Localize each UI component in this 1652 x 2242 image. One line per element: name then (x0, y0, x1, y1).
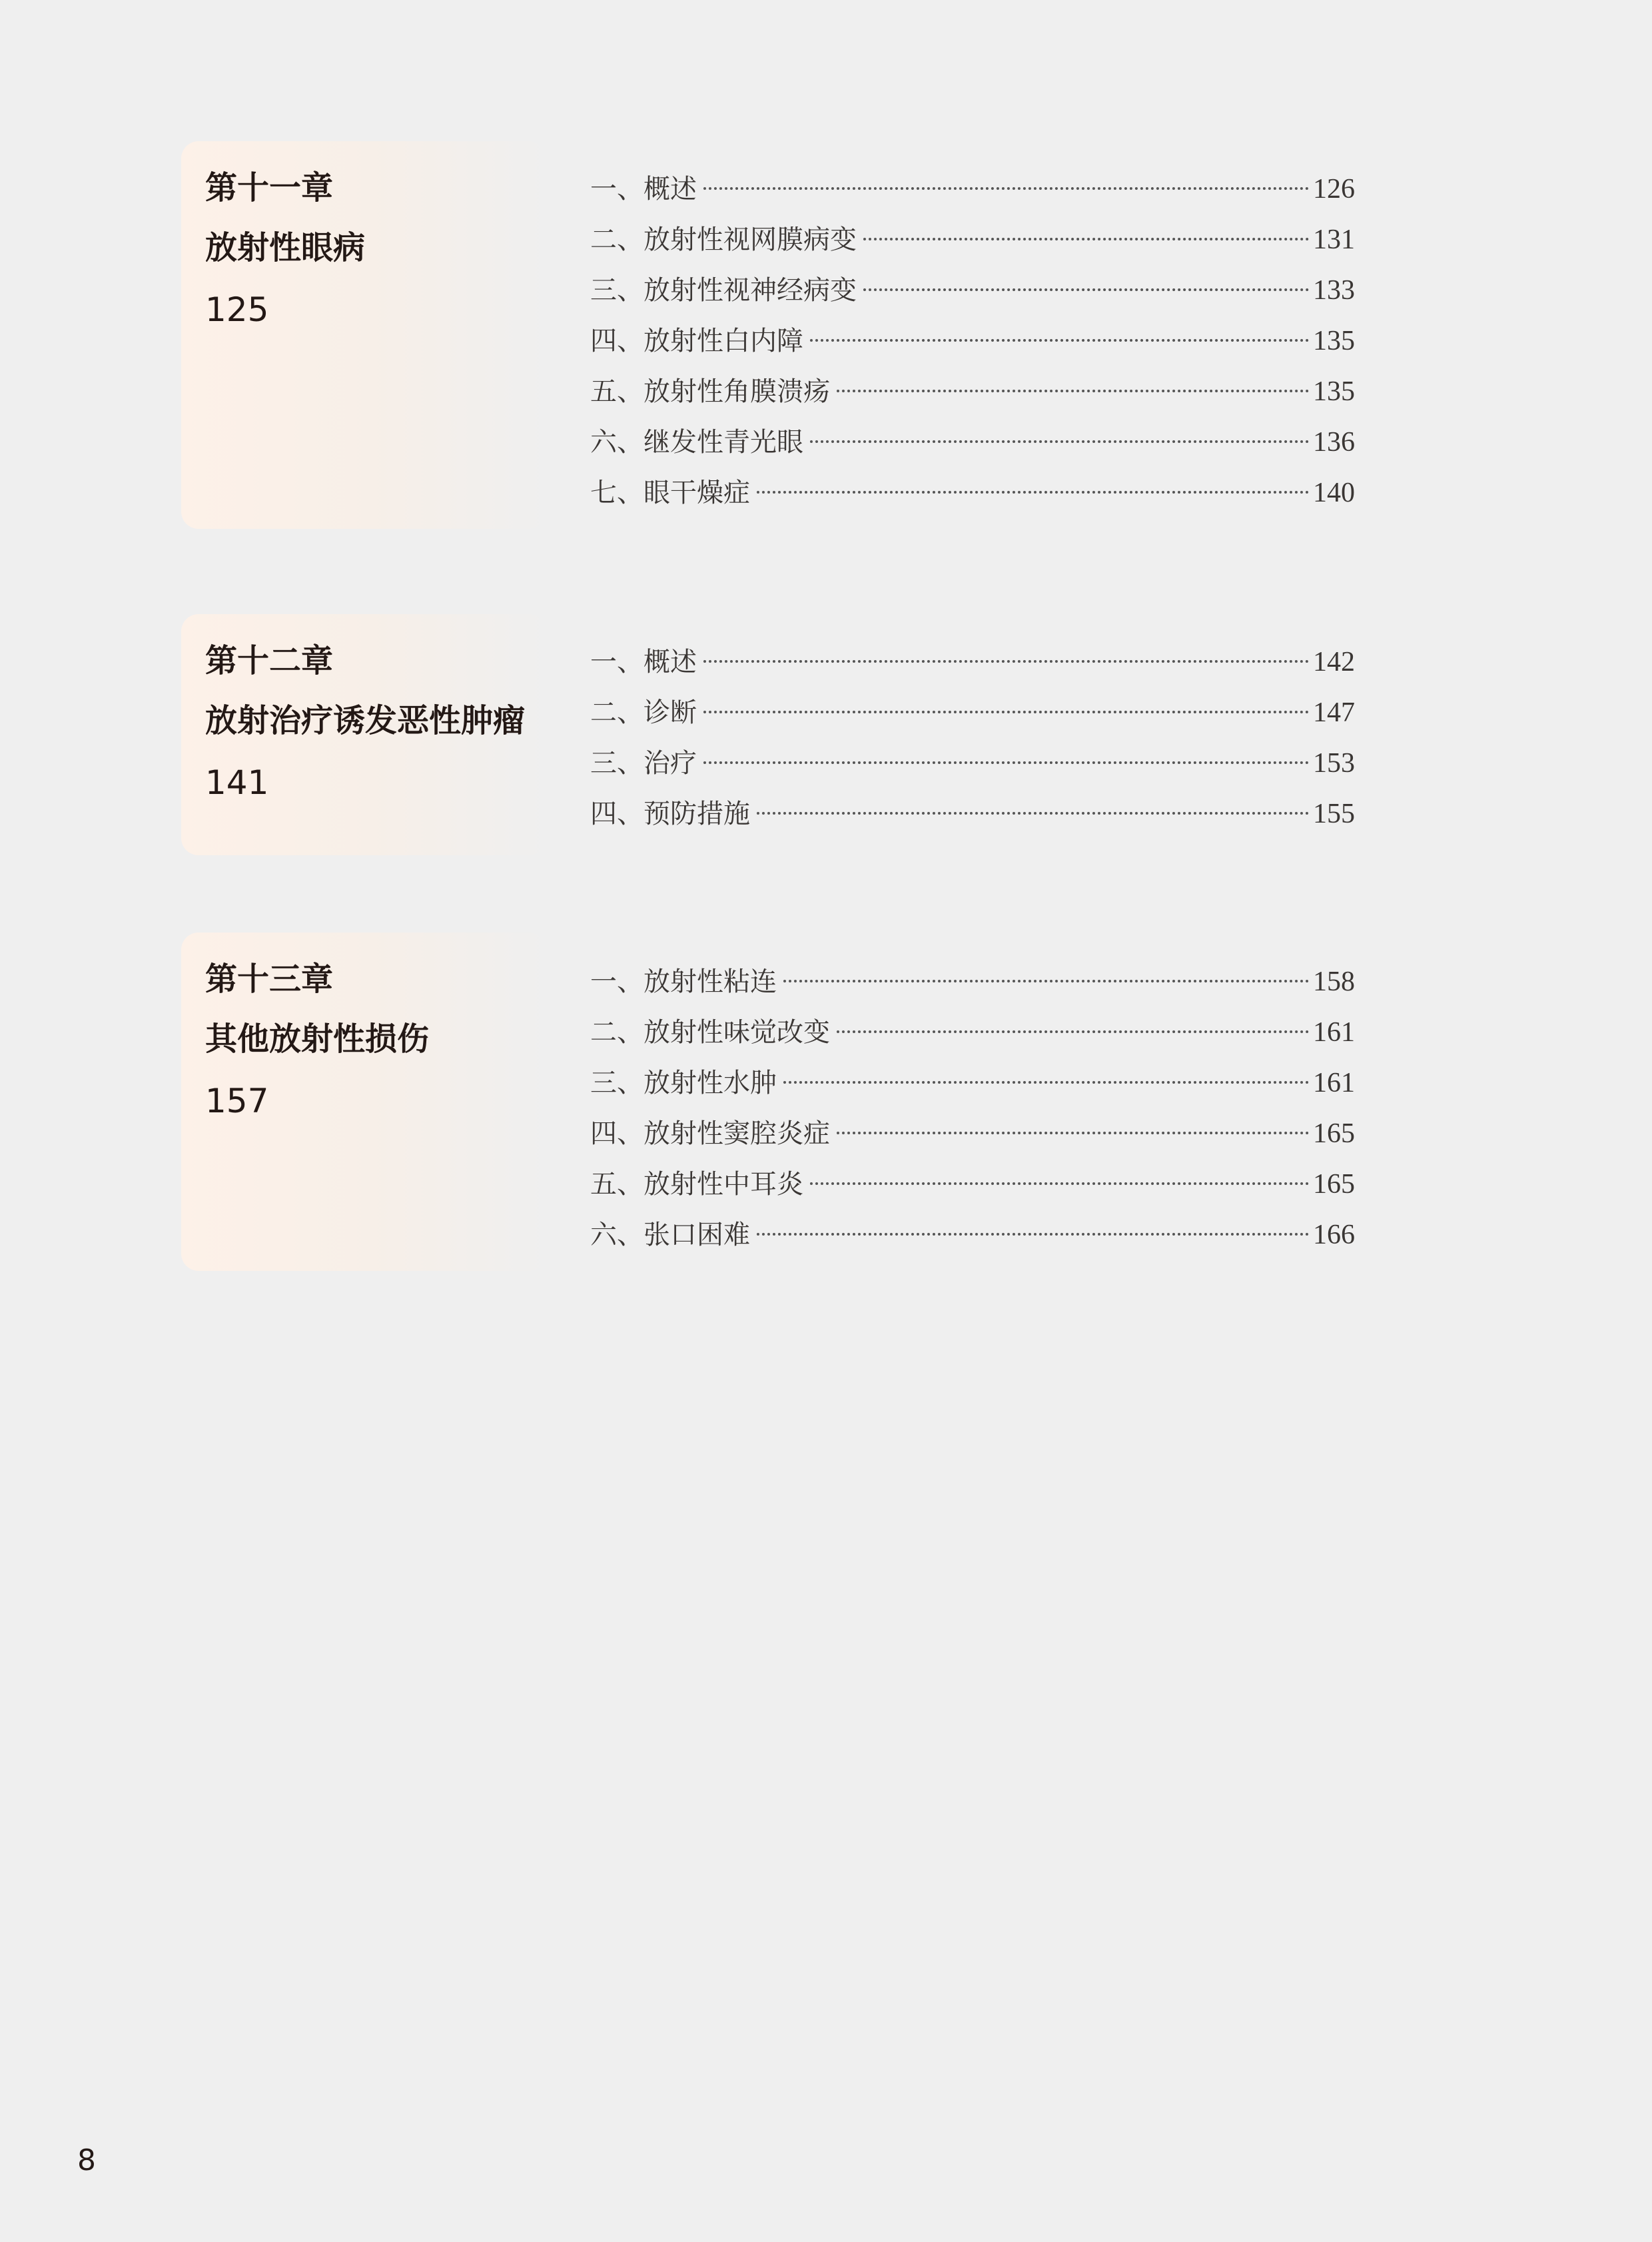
section-page-number: 133 (1313, 275, 1355, 306)
dot-leader (863, 238, 1309, 240)
section-title: 一、放射性粘连 (590, 966, 777, 997)
chapter-number: 第十一章 (205, 169, 334, 206)
toc-entry[interactable] (590, 637, 1355, 687)
dot-leader (837, 1030, 1309, 1033)
section-page-number: 153 (1313, 748, 1355, 779)
toc-entry[interactable] (590, 1210, 1355, 1260)
dot-leader (837, 1132, 1309, 1134)
toc-entry[interactable] (590, 265, 1355, 316)
section-page-number: 147 (1313, 697, 1355, 728)
section-page-number: 155 (1313, 799, 1355, 829)
section-page-number: 158 (1313, 966, 1355, 997)
chapter-number: 第十二章 (205, 642, 334, 679)
dot-leader (810, 1182, 1309, 1185)
dot-leader (757, 1233, 1309, 1236)
section-page-number: 161 (1313, 1017, 1355, 1048)
dot-leader (837, 390, 1309, 392)
toc-entry[interactable] (590, 1108, 1355, 1159)
section-page-number: 161 (1313, 1068, 1355, 1098)
dot-leader (703, 187, 1309, 190)
chapter-page-number: 125 (205, 290, 269, 329)
dot-leader (863, 288, 1309, 291)
toc-entry[interactable] (590, 164, 1355, 214)
toc-entry[interactable] (590, 468, 1355, 518)
section-title: 四、放射性窦腔炎症 (590, 1118, 830, 1149)
section-title: 四、预防措施 (590, 799, 750, 829)
chapter-card[interactable] (181, 141, 546, 529)
dot-leader (757, 812, 1309, 815)
section-title: 六、张口困难 (590, 1220, 750, 1250)
chapter-card[interactable] (181, 933, 546, 1271)
section-title: 四、放射性白内障 (590, 326, 803, 356)
section-title: 三、放射性水肿 (590, 1068, 777, 1098)
chapter-card[interactable] (181, 614, 546, 855)
dot-leader (703, 761, 1309, 764)
section-title: 一、概述 (590, 647, 697, 677)
toc-entry[interactable] (590, 1159, 1355, 1210)
section-title: 六、继发性青光眼 (590, 427, 803, 458)
section-title: 七、眼干燥症 (590, 478, 750, 508)
chapter-title: 放射治疗诱发恶性肿瘤 (205, 702, 526, 739)
toc-entry[interactable] (590, 687, 1355, 738)
toc-entry[interactable] (590, 417, 1355, 468)
dot-leader (757, 491, 1309, 494)
toc-entry[interactable] (590, 366, 1355, 417)
section-title: 二、诊断 (590, 697, 697, 728)
section-page-number: 165 (1313, 1118, 1355, 1149)
section-list (590, 164, 1355, 518)
section-page-number: 165 (1313, 1169, 1355, 1200)
chapter-page-number: 157 (205, 1082, 269, 1120)
dot-leader (703, 711, 1309, 713)
toc-entry[interactable] (590, 1058, 1355, 1108)
section-page-number: 126 (1313, 174, 1355, 204)
toc-entry[interactable] (590, 316, 1355, 366)
section-page-number: 135 (1313, 376, 1355, 407)
section-title: 二、放射性味觉改变 (590, 1017, 830, 1048)
page-number: 8 (77, 2143, 96, 2177)
chapter-page-number: 141 (205, 763, 269, 802)
section-title: 三、治疗 (590, 748, 697, 779)
section-title: 二、放射性视网膜病变 (590, 224, 857, 255)
section-title: 一、概述 (590, 174, 697, 204)
dot-leader (783, 980, 1309, 982)
section-title: 五、放射性中耳炎 (590, 1169, 803, 1200)
dot-leader (703, 660, 1309, 663)
chapter-title: 放射性眼病 (205, 229, 366, 266)
chapter-title: 其他放射性损伤 (205, 1020, 430, 1058)
toc-entry[interactable] (590, 1007, 1355, 1058)
dot-leader (810, 339, 1309, 342)
section-page-number: 142 (1313, 647, 1355, 677)
section-page-number: 131 (1313, 224, 1355, 255)
chapter-number: 第十三章 (205, 960, 334, 998)
dot-leader (810, 440, 1309, 443)
section-page-number: 136 (1313, 427, 1355, 458)
section-title: 五、放射性角膜溃疡 (590, 376, 830, 407)
toc-entry[interactable] (590, 214, 1355, 265)
dot-leader (783, 1081, 1309, 1084)
section-page-number: 166 (1313, 1220, 1355, 1250)
section-page-number: 135 (1313, 326, 1355, 356)
section-title: 三、放射性视神经病变 (590, 275, 857, 306)
toc-entry[interactable] (590, 789, 1355, 839)
section-page-number: 140 (1313, 478, 1355, 508)
section-list (590, 637, 1355, 839)
section-list (590, 956, 1355, 1260)
toc-entry[interactable] (590, 956, 1355, 1007)
toc-entry[interactable] (590, 738, 1355, 789)
